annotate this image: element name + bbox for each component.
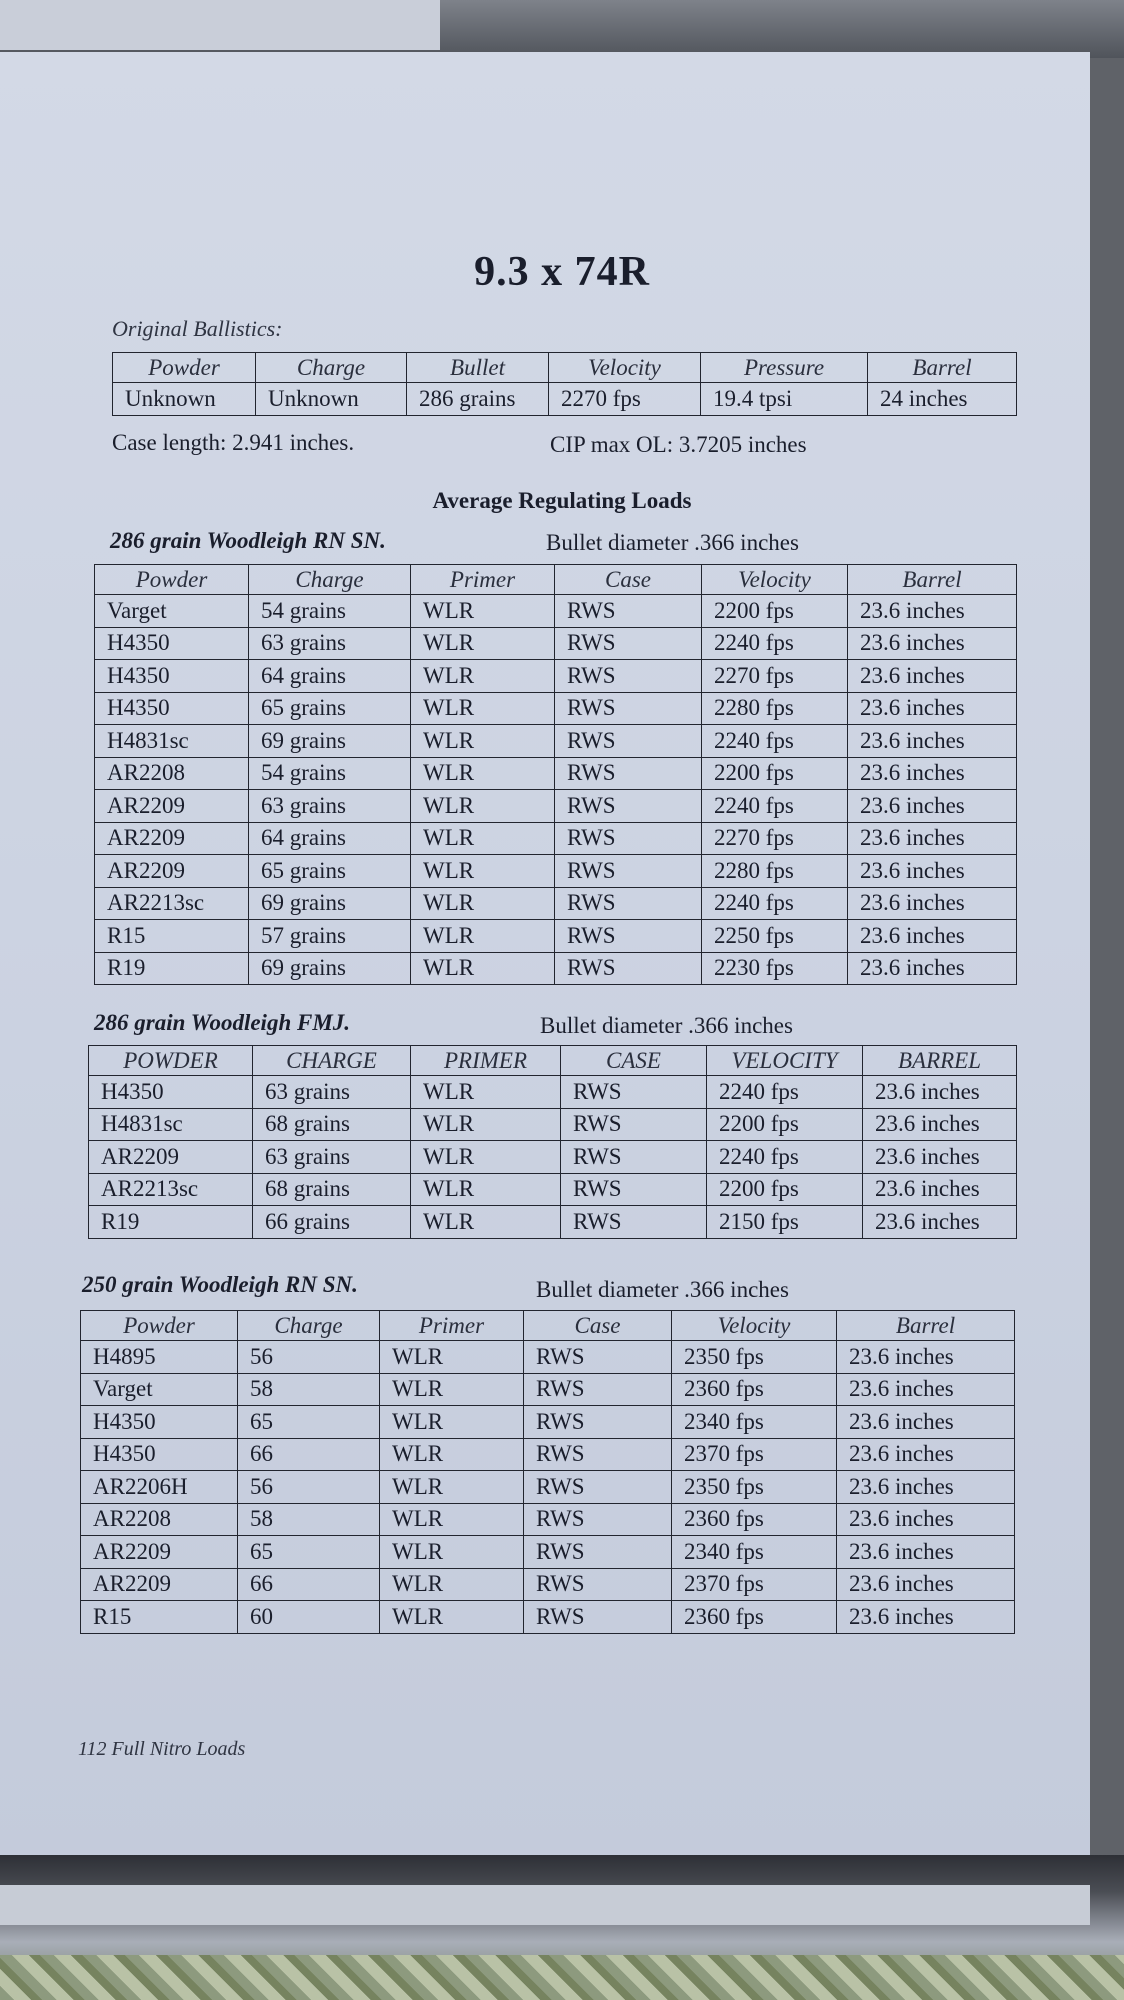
barrel-cell: 23.6 inches — [837, 1471, 1015, 1504]
column-header: Powder — [95, 565, 249, 595]
barrel-cell: 23.6 inches — [863, 1206, 1017, 1239]
case-cell: RWS — [524, 1536, 672, 1569]
charge-cell: 66 — [238, 1568, 380, 1601]
section-title: 250 grain Woodleigh RN SN. — [82, 1272, 358, 1297]
column-header: Case — [524, 1311, 672, 1341]
velocity-cell: 2240 fps — [707, 1141, 863, 1174]
powder-cell: R15 — [95, 920, 249, 953]
table-row — [95, 627, 1017, 660]
loads-table-250-rn — [80, 1310, 1015, 1634]
powder-cell: Varget — [95, 595, 249, 628]
case-cell: RWS — [561, 1141, 707, 1174]
velocity-cell: 2200 fps — [702, 595, 848, 628]
charge-cell: 65 grains — [249, 692, 411, 725]
case-cell: RWS — [561, 1076, 707, 1109]
column-header: Barrel — [868, 353, 1017, 383]
charge-cell: 66 grains — [253, 1206, 411, 1239]
table-row — [81, 1438, 1015, 1471]
primer-cell: WLR — [411, 1173, 561, 1206]
barrel-cell: 23.6 inches — [863, 1108, 1017, 1141]
column-header: Barrel — [837, 1311, 1015, 1341]
charge-cell: 66 — [238, 1438, 380, 1471]
powder-cell: AR2213sc — [95, 887, 249, 920]
original-ballistics-table — [112, 352, 1017, 416]
column-header: Powder — [81, 1311, 238, 1341]
bottom-page-edge — [0, 1855, 1124, 2000]
column-header: POWDER — [89, 1046, 253, 1076]
barrel-cell: 23.6 inches — [837, 1568, 1015, 1601]
table-row — [81, 1471, 1015, 1504]
charge-cell: 54 grains — [249, 595, 411, 628]
column-header: Pressure — [701, 353, 868, 383]
case-cell: RWS — [524, 1568, 672, 1601]
velocity-cell: 2200 fps — [702, 757, 848, 790]
primer-cell: WLR — [380, 1471, 524, 1504]
charge-cell: 69 grains — [249, 952, 411, 985]
velocity-cell: 2270 fps — [702, 660, 848, 693]
charge-cell: 64 grains — [249, 822, 411, 855]
primer-cell: WLR — [411, 1206, 561, 1239]
column-header: Barrel — [848, 565, 1017, 595]
barrel-cell: 23.6 inches — [837, 1503, 1015, 1536]
primer-cell: WLR — [411, 1108, 561, 1141]
bullet-diameter: Bullet diameter .366 inches — [546, 530, 799, 555]
primer-cell: WLR — [411, 1141, 561, 1174]
powder-cell: R19 — [95, 952, 249, 985]
case-cell: RWS — [524, 1406, 672, 1439]
table-row — [81, 1503, 1015, 1536]
table-header-row — [81, 1311, 1015, 1341]
column-header: Velocity — [549, 353, 701, 383]
column-header: PRIMER — [411, 1046, 561, 1076]
powder-cell: H4350 — [95, 692, 249, 725]
charge-cell: 54 grains — [249, 757, 411, 790]
barrel-cell: 23.6 inches — [848, 725, 1017, 758]
velocity-cell: 2340 fps — [672, 1536, 837, 1569]
powder-cell: R19 — [89, 1206, 253, 1239]
velocity-cell: 2240 fps — [702, 725, 848, 758]
velocity-cell: 2350 fps — [672, 1341, 837, 1374]
table-row — [89, 1108, 1017, 1141]
charge-cell: 57 grains — [249, 920, 411, 953]
powder-cell: AR2208 — [81, 1503, 238, 1536]
case-cell: RWS — [561, 1108, 707, 1141]
powder-cell: Varget — [81, 1373, 238, 1406]
primer-cell: WLR — [380, 1536, 524, 1569]
velocity-cell: 2340 fps — [672, 1406, 837, 1439]
table-row — [95, 920, 1017, 953]
case-cell: RWS — [555, 692, 702, 725]
underlying-page — [0, 1885, 1090, 1925]
primer-cell: WLR — [380, 1503, 524, 1536]
barrel-cell: 23.6 inches — [848, 790, 1017, 823]
barrel-cell: 23.6 inches — [837, 1536, 1015, 1569]
case-cell: RWS — [555, 790, 702, 823]
case-cell: RWS — [524, 1373, 672, 1406]
velocity-cell: 2250 fps — [702, 920, 848, 953]
powder-cell: H4350 — [89, 1076, 253, 1109]
primer-cell: WLR — [380, 1406, 524, 1439]
primer-cell: WLR — [411, 627, 555, 660]
case-cell: RWS — [555, 725, 702, 758]
primer-cell: WLR — [380, 1568, 524, 1601]
powder-cell: AR2209 — [81, 1568, 238, 1601]
table-row — [95, 855, 1017, 888]
table-row — [81, 1601, 1015, 1634]
table-row — [81, 1536, 1015, 1569]
table-row — [95, 757, 1017, 790]
table-row — [81, 1568, 1015, 1601]
primer-cell: WLR — [380, 1438, 524, 1471]
charge-cell: 63 grains — [253, 1141, 411, 1174]
primer-cell: WLR — [411, 725, 555, 758]
table-row — [95, 790, 1017, 823]
primer-cell: WLR — [411, 660, 555, 693]
velocity-cell: 2240 fps — [702, 790, 848, 823]
column-header: Primer — [411, 565, 555, 595]
barrel-cell: 23.6 inches — [848, 887, 1017, 920]
primer-cell: WLR — [411, 790, 555, 823]
case-cell: RWS — [561, 1206, 707, 1239]
barrel-cell: 23.6 inches — [863, 1173, 1017, 1206]
case-cell: RWS — [524, 1601, 672, 1634]
velocity-cell: 2350 fps — [672, 1471, 837, 1504]
table-row — [95, 822, 1017, 855]
bullet-diameter: Bullet diameter .366 inches — [540, 1013, 793, 1038]
powder-cell: H4831sc — [95, 725, 249, 758]
powder-cell: H4350 — [95, 627, 249, 660]
barrel-cell: 23.6 inches — [837, 1341, 1015, 1374]
powder-cell: AR2209 — [95, 855, 249, 888]
case-cell: RWS — [555, 887, 702, 920]
table-row — [95, 952, 1017, 985]
barrel-cell: 23.6 inches — [848, 627, 1017, 660]
column-header: Powder — [113, 353, 256, 383]
case-cell: RWS — [555, 952, 702, 985]
pressure-cell: 19.4 tpsi — [701, 383, 868, 416]
primer-cell: WLR — [380, 1373, 524, 1406]
table-row — [81, 1341, 1015, 1374]
charge-cell: 56 — [238, 1341, 380, 1374]
top-page-edge — [0, 0, 1124, 58]
case-cell: RWS — [555, 822, 702, 855]
velocity-cell: 2240 fps — [702, 627, 848, 660]
barrel-cell: 23.6 inches — [837, 1438, 1015, 1471]
column-header: Velocity — [672, 1311, 837, 1341]
charge-cell: 65 — [238, 1536, 380, 1569]
primer-cell: WLR — [411, 757, 555, 790]
case-cell: RWS — [555, 920, 702, 953]
barrel-cell: 23.6 inches — [863, 1076, 1017, 1109]
barrel-cell: 23.6 inches — [848, 952, 1017, 985]
table-row — [89, 1173, 1017, 1206]
barrel-cell: 23.6 inches — [848, 692, 1017, 725]
cip-max-ol: CIP max OL: 3.7205 inches — [550, 432, 807, 457]
velocity-cell: 2240 fps — [702, 887, 848, 920]
powder-cell: H4350 — [81, 1438, 238, 1471]
case-cell: RWS — [555, 757, 702, 790]
column-header: Charge — [238, 1311, 380, 1341]
column-header: Case — [555, 565, 702, 595]
charge-cell: 68 grains — [253, 1108, 411, 1141]
table-row — [95, 887, 1017, 920]
velocity-cell: 2360 fps — [672, 1503, 837, 1536]
barrel-cell: 23.6 inches — [837, 1601, 1015, 1634]
velocity-cell: 2270 fps — [702, 822, 848, 855]
case-cell: RWS — [555, 627, 702, 660]
velocity-cell: 2360 fps — [672, 1373, 837, 1406]
velocity-cell: 2150 fps — [707, 1206, 863, 1239]
charge-cell: Unknown — [256, 383, 407, 416]
barrel-cell: 23.6 inches — [848, 595, 1017, 628]
powder-cell: AR2209 — [81, 1536, 238, 1569]
powder-cell: R15 — [81, 1601, 238, 1634]
powder-cell: AR2213sc — [89, 1173, 253, 1206]
tablecloth — [0, 1955, 1124, 2000]
table-row — [113, 383, 1017, 416]
charge-cell: 65 grains — [249, 855, 411, 888]
section-title: 286 grain Woodleigh FMJ. — [94, 1010, 351, 1035]
barrel-cell: 23.6 inches — [848, 855, 1017, 888]
powder-cell: AR2209 — [95, 822, 249, 855]
primer-cell: WLR — [411, 855, 555, 888]
table-header-row — [89, 1046, 1017, 1076]
loads-table-286-fmj — [88, 1045, 1017, 1239]
barrel-cell: 23.6 inches — [848, 920, 1017, 953]
column-header: Velocity — [702, 565, 848, 595]
original-ballistics-label: Original Ballistics: — [112, 316, 283, 341]
page-title: 9.3 x 74R — [474, 249, 650, 295]
powder-cell: H4895 — [81, 1341, 238, 1374]
case-cell: RWS — [524, 1471, 672, 1504]
table-row — [89, 1141, 1017, 1174]
table-row — [89, 1076, 1017, 1109]
table-row — [95, 660, 1017, 693]
charge-cell: 69 grains — [249, 725, 411, 758]
primer-cell: WLR — [411, 920, 555, 953]
case-length: Case length: 2.941 inches. — [112, 430, 355, 455]
column-header: CASE — [561, 1046, 707, 1076]
primer-cell: WLR — [411, 887, 555, 920]
barrel-cell: 23.6 inches — [837, 1373, 1015, 1406]
powder-cell: H4350 — [81, 1406, 238, 1439]
powder-cell: AR2208 — [95, 757, 249, 790]
barrel-cell: 23.6 inches — [863, 1141, 1017, 1174]
previous-page-edge — [0, 0, 440, 50]
powder-cell: AR2206H — [81, 1471, 238, 1504]
bullet-diameter: Bullet diameter .366 inches — [536, 1277, 789, 1302]
primer-cell: WLR — [411, 822, 555, 855]
barrel-cell: 23.6 inches — [848, 757, 1017, 790]
powder-cell: H4831sc — [89, 1108, 253, 1141]
barrel-cell: 23.6 inches — [848, 660, 1017, 693]
velocity-cell: 2280 fps — [702, 855, 848, 888]
table-row — [81, 1373, 1015, 1406]
charge-cell: 68 grains — [253, 1173, 411, 1206]
powder-cell: H4350 — [95, 660, 249, 693]
charge-cell: 64 grains — [249, 660, 411, 693]
powder-cell: AR2209 — [89, 1141, 253, 1174]
average-loads-heading: Average Regulating Loads — [432, 488, 692, 513]
case-cell: RWS — [555, 855, 702, 888]
charge-cell: 56 — [238, 1471, 380, 1504]
barrel-cell: 23.6 inches — [837, 1406, 1015, 1439]
barrel-cell: 23.6 inches — [848, 822, 1017, 855]
charge-cell: 65 — [238, 1406, 380, 1439]
table-row — [81, 1406, 1015, 1439]
primer-cell: WLR — [380, 1341, 524, 1374]
velocity-cell: 2200 fps — [707, 1108, 863, 1141]
powder-cell: Unknown — [113, 383, 256, 416]
column-header: VELOCITY — [707, 1046, 863, 1076]
velocity-cell: 2370 fps — [672, 1438, 837, 1471]
table-header-row — [95, 565, 1017, 595]
charge-cell: 58 — [238, 1503, 380, 1536]
table-row — [95, 725, 1017, 758]
table-row — [95, 692, 1017, 725]
powder-cell: AR2209 — [95, 790, 249, 823]
bullet-cell: 286 grains — [407, 383, 549, 416]
case-cell: RWS — [524, 1341, 672, 1374]
charge-cell: 63 grains — [249, 790, 411, 823]
primer-cell: WLR — [411, 595, 555, 628]
velocity-cell: 2200 fps — [707, 1173, 863, 1206]
table-row — [95, 595, 1017, 628]
loads-table-286-rn — [94, 564, 1017, 985]
case-cell: RWS — [524, 1438, 672, 1471]
charge-cell: 63 grains — [249, 627, 411, 660]
case-cell: RWS — [555, 595, 702, 628]
case-cell: RWS — [555, 660, 702, 693]
case-cell: RWS — [524, 1503, 672, 1536]
primer-cell: WLR — [411, 692, 555, 725]
velocity-cell: 2280 fps — [702, 692, 848, 725]
column-header: Bullet — [407, 353, 549, 383]
column-header: CHARGE — [253, 1046, 411, 1076]
barrel-cell: 24 inches — [868, 383, 1017, 416]
case-cell: RWS — [561, 1173, 707, 1206]
primer-cell: WLR — [380, 1601, 524, 1634]
velocity-cell: 2360 fps — [672, 1601, 837, 1634]
section-title: 286 grain Woodleigh RN SN. — [110, 528, 386, 553]
velocity-cell: 2370 fps — [672, 1568, 837, 1601]
table-row — [89, 1206, 1017, 1239]
column-header: Charge — [249, 565, 411, 595]
column-header: Charge — [256, 353, 407, 383]
table-header-row — [113, 353, 1017, 383]
page-footer: 112 Full Nitro Loads — [78, 1738, 246, 1760]
primer-cell: WLR — [411, 952, 555, 985]
velocity-cell: 2230 fps — [702, 952, 848, 985]
velocity-cell: 2240 fps — [707, 1076, 863, 1109]
charge-cell: 63 grains — [253, 1076, 411, 1109]
charge-cell: 58 — [238, 1373, 380, 1406]
column-header: Primer — [380, 1311, 524, 1341]
velocity-cell: 2270 fps — [549, 383, 701, 416]
column-header: BARREL — [863, 1046, 1017, 1076]
primer-cell: WLR — [411, 1076, 561, 1109]
charge-cell: 69 grains — [249, 887, 411, 920]
charge-cell: 60 — [238, 1601, 380, 1634]
